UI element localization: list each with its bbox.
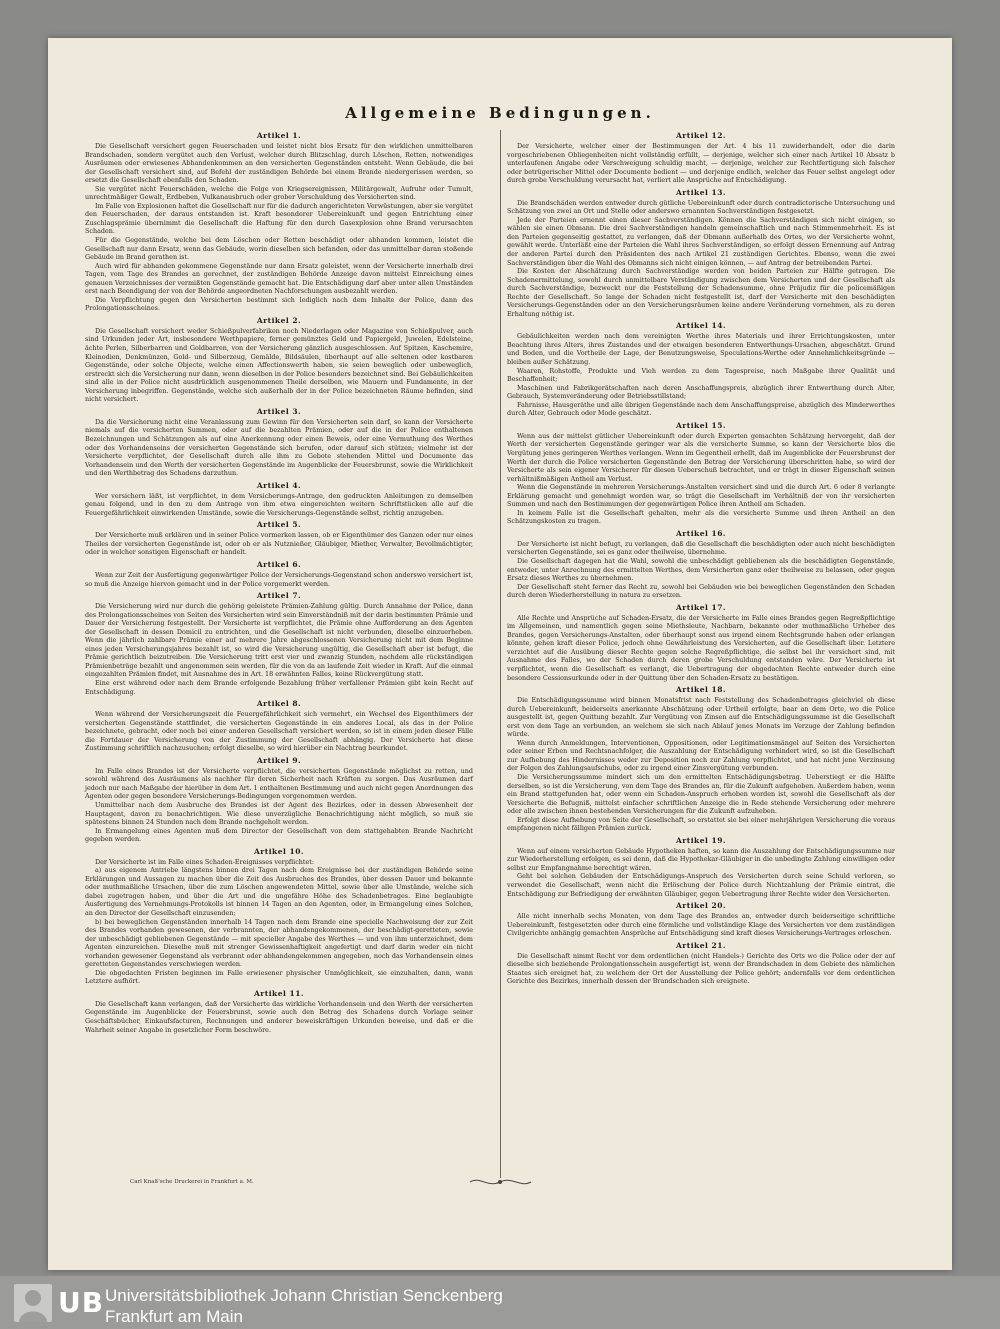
article-paragraph: Gebäulichkeiten werden nach dem vereinigten Werthe ihres Materials und ihrer Errichtungskosten, unter Beachtung ihres Alters, ihres Zustandes und der etwaigen besonderen Entwerthungs-Ursachen, abgeschätzt. Grund und Boden, und die Vortheile der Lage, der Benutzungsweise, Speculations-Werthe oder Annehmlichkeitsgründe — bleiben außer Schätzung. [507,332,895,367]
article-paragraph: Die Kosten der Abschätzung durch Sachverständige werden von beiden Parteien zur Hälfte getragen. Die Schadenermittelung, sowohl durch unmittelbare Verständigung zwischen dem Versicherten und der Gesellschaft als durch Sachverständige, bezweckt nur die Feststellung der Schadensumme, ohne Präjudiz für die policemäßigen Rechte der Gesellschaft. So lange der Schaden nicht festgestellt ist, darf der Versicherte mit den beschädigten Versicherungs-Gegenständen oder an den Versicherungsräumen keine andere Veränderung vornehmen, als zu deren Erhaltung nöthig ist. [507,267,895,318]
institution-name [105,1285,503,1327]
institution-line-1: Universitätsbibliothek Johann Christian Senckenberg [105,1286,503,1305]
article-paragraph: Maschinen und Fabrikgerätschaften nach deren Anschaffungspreis, abzüglich ihrer Entwerthung durch Alter, Gebrauch, Systemveränderung oder Betriebsstillstand; [507,383,895,401]
article-paragraph: Alle Rechte und Ansprüche auf Schaden-Ersatz, die der Versicherte im Falle eines Brandes gegen Regreßpflichtige im Allgemeinen, und namentlich gegen seine Miethsleute, Nachbarn, bekannte oder muthmaßliche Urheber des Brandes, gegen Versicherungs-Anstalten, oder überhaupt sonst aus irgend einem Rechtsgrunde haben oder erlangen könnte, gehen kraft dieser Police, jedoch ohne Gewährleistung des Versicherten, auf die Gesellschaft über. Letztere verzichtet auf die Ausübung dieser Rechte gegen solche Regreßpflichtige, die selbst bei ihr versichert sind, mit Ausnahme des Falles, wo der Schaden durch deren grobe Verschuldung entstanden wäre. Der Versicherte ist verpflichtet, wenn die Gesellschaft es verlangt, die Uebertragung der obgedachten Rechte entweder durch eine besondere Cessionsurkunde oder in der Quittung über den Schaden-Ersatz zu bestätigen. [507,613,895,682]
article-heading: Artikel 21. [675,940,727,950]
article-paragraph: Jede der Parteien ernennt einen dieser Sachverständigen. Können die Sachverständigen sich nicht einigen, so wählen sie einen Obmann. Die drei Sachverständigen handeln gemeinschaftlich und nach Stimmenmehrheit. Es ist den Parteien gegenseitig gestattet, zu verlangen, daß der Obmann außerhalb des Ortes, wo der Versicherte wohnt, gewählt werde. Unterläßt eine der Parteien die Wahl ihres Sachverständigen, so erfolgt dessen Ernennung auf Antrag der anderen Partei durch den Präsidenten des nach Artikel 21 zuständigen Gerichtes. Ebenso, wenn die zwei Sachverständigen über die Wahl des Obmanns sich nicht einigen können, — auf Antrag der betreibenden Partei. [507,215,895,267]
article-paragraph: Die Gesellschaft dagegen hat die Wahl, sowohl die unbeschädigt gebliebenen als die beschädigten Gegenstände, entweder, unter Anrechnung des ermittelten Werthes, dem Versicherten ganz oder theilweise zu belassen, oder gegen Ersatz dieses Werthes zu übernehmen. [507,556,895,583]
article-heading: Artikel 8. [256,699,302,709]
article-paragraph: Der Versicherte ist nicht befugt, zu verlangen, daß die Gesellschaft die beschädigten oder auch nicht beschädigten versicherten Gegenstände, sei es ganz oder theilweise, übernehme. [507,539,895,557]
article-paragraph: Geht bei solchen Gebäuden der Entschädigungs-Anspruch des Versicherten durch seine Schuld verloren, so verwendet die Gesellschaft, wenn nicht die Erlöschung der Police durch Nichtzahlung der Prämie eintrat, die Entschädigung zur Befriedigung der erwähnten Gläubiger, gegen Uebertragung ihrer Rechte wider den Versicherten. [507,872,895,898]
article-paragraph: Die Verpflichtung gegen den Versicherten bestimmt sich lediglich nach dem Inhalte der Police, dann des Prolongationsscheines. [85,295,473,313]
right-column [507,128,895,986]
institution-line-2: Frankfurt am Main [105,1307,243,1326]
document-page [48,38,952,1270]
article-paragraph: Für die Gegenstände, welche bei dem Löschen oder Retten beschädigt oder abhanden kommen, leistet die Gesellschaft nur dann Ersatz, wenn das Gebäude, worin dieselben sich befanden, oder das unmittelbar daran stoßende Gebäude im Brand gerathen ist. [85,236,473,262]
article-heading: Artikel 2. [256,315,302,325]
article-paragraph: Die Gesellschaft kann verlangen, daß der Versicherte das wirkliche Vorhandensein und den Werth der versicherten Gegenstände im Augenblicke der Feuersbrunst, sowie auch den Betrag des Schadens durch Vorlage seiner Geschäftsbücher, Einkaufsfacturen, Rechnungen und anderer beweiskräftigen Urkunden beweise, und daß er die Wahrheit seiner Angabe in gesetzlicher Form beschwöre. [85,999,473,1034]
article-paragraph: Fahrnisse, Hausgeräthe und alle übrigen Gegenstände nach dem Anschaffungspreise, abzüglich des Minderwerthes durch Alter, Gebrauch oder Mode geschätzt. [507,400,895,418]
article-paragraph: a) aus eigenem Antriebe längstens binnen drei Tagen nach dem Ereignisse bei der zuständigen Behörde seine Erklärungen und Aussagen zu machen über die Zeit des Ausbruches des Brandes, über dessen Dauer und bekannte oder muthmaßliche Ursachen, über die zum Löschen angewendeten Mittel, sowie über alle Umstände, welche sich dabei zugetragen haben, und über die Art und die ungefähre Höhe des Schadenbetrages. Eine beglaubigte Ausfertigung des Vernehmungs-Protokolls ist binnen 14 Tagen an den Agenten, oder, in Ermangelung eines Solchen, an den Director der Gesellschaft einzusenden; [85,866,473,918]
article-heading: Artikel 3. [256,406,302,416]
article-heading: Artikel 18. [675,685,727,695]
left-column [85,128,473,1034]
article-heading: Artikel 10. [253,846,305,856]
article-paragraph: Im Falle eines Brandes ist der Versicherte verpflichtet, die versicherten Gegenstände möglichst zu retten, und sowohl während des Ausräumens als nachher für deren Sicherheit nach Kräften zu sorgen. Das Ausräumen darf jedoch nur nach Maßgabe der hierüber in dem Art. 1 enthaltenen Bestimmung und auch nicht gegen Anordnungen des Agenten oder gegen besondere Versicherungs-Bedingungen vorgenommen werden. [85,766,473,801]
article-heading: Artikel 12. [675,131,727,140]
article-paragraph: Eine erst während oder nach dem Brande erfolgende Bezahlung früher verfallener Prämien gibt kein Recht auf Entschädigung. [85,678,473,696]
library-logo [14,1284,105,1322]
article-paragraph: Die Gesellschaft nimmt Recht vor dem ordentlichen (nicht Handels-) Gerichte des Orts wo die Police oder der auf dieselbe sich beziehende Prolongationsschein ausgefertigt ist, wenn der Brandschaden in dem Gebiete des nämlichen Staates sich ereignet hat, zu welchem der Ort der Ausstellung der Police gehört; andernfalls vor dem ordentlichen Gerichte des Bezirkes, innerhalb dessen der Brandschaden sich ereignete. [507,951,895,986]
article-paragraph: b) bei beweglichen Gegenständen innerhalb 14 Tagen nach dem Brande eine specielle Nachweisung der zur Zeit des Brandes vorhanden gewesenen, der verbrannten, der abhandengekommenen, der beschädigt-geretteten, sowie der unbeschädigt gebliebenen Gegenstände — mit specieller Angabe des Werthes — und von ihm unterzeichnet, dem Agenten einzureichen. Dieselbe muß mit strenger Gewissenhaftigkeit angefertigt und darf darin weder ein nicht vorhanden gewesener Gegenstand als verbrannt oder abhandengekommen angegeben, noch das Vorhandensein eines geretteten Gegenstandes verschwiegen werden. [85,917,473,969]
article-paragraph: Im Falle von Explosionen haftet die Gesellschaft nur für die dadurch angerichteten Verwüstungen, aber sie vergütet den Feuerschaden, der daraus entstanden ist. Kraft besonderer Uebereinkunft und gegen Entrichtung einer Zuschlagsprämie übernimmt die Gesellschaft die Haftung für den durch Gasexplosion ohne Brand verursachten Schaden. [85,201,473,236]
article-heading: Artikel 11. [253,988,305,998]
article-heading: Artikel 5. [256,520,302,530]
article-paragraph: Der Versicherte, welcher einer der Bestimmungen der Art. 4 bis 11 zuwiderhandelt, oder die darin vorgeschriebenen Obliegenheiten nicht vollständig erfüllt, — derjenige, welcher sich einer nach Artikel 10 Absatz b unterlaufenen Angabe oder Verschweigung schuldig macht, — derjenige, welcher zur Rechtfertigung sich falscher oder betrügerischer Mittel oder Documente bedient — und derjenige endlich, welcher das Feuer selbst angelegt oder durch grobe Verschuldung verursacht hat, verliert alle Ansprüche auf Entschädigung. [507,142,895,185]
portrait-icon [14,1284,52,1322]
article-heading: Artikel 13. [675,187,727,197]
article-paragraph: In Ermangelung eines Agenten muß dem Director der Gesellschaft von dem stattgehabten Brande Nachricht gegeben werden. [85,826,473,844]
article-heading: Artikel 14. [675,321,727,331]
article-paragraph: Die Gesellschaft versichert gegen Feuerschaden und leistet nicht blos Ersatz für den wirklichen unmittelbaren Brandschaden, sondern vergütet auch den Verlust, welcher durch Blitzschlag, durch Löschen, Retten, notwendiges Ausräumen oder erwiesenes Abhandenkommen an den versicherten Gegenständen entsteht. Wenn Gebäude, die bei der Gesellschaft versichert sind, auf Befehl der zuständigen Behörde bei einem Brande niedergerissen werden, so ersetzt die Gesellschaft ebenfalls den Schaden. [85,142,473,185]
article-paragraph: Erfolgt diese Aufhebung von Seite der Gesellschaft, so erstattet sie bei einer mehrjährigen Versicherung die voraus empfangenen nicht fälligen Prämien zurück. [507,815,895,833]
article-heading: Artikel 4. [256,480,302,490]
article-heading: Artikel 15. [675,420,727,430]
ornament-icon [468,1175,533,1189]
article-heading: Artikel 1. [256,131,302,140]
article-paragraph: Wenn während der Versicherungszeit die Feuergefährlichkeit sich vermehrt, ein Wechsel des Eigenthümers der versicherten Gegenstände stattfindet, die versicherten Gegenstände in ein anderes Local, als das in der Police bezeichnete, gebracht, oder noch bei einer anderen Gesellschaft versichert werden, so ist in einem jeden dieser Fälle die Fortdauer der Versicherung von der Zustimmung der Gesellschaft abhängig. Der Versicherte hat diese Zustimmung schriftlich nachzusuchen; erfolgt dieselbe, so wird hierüber ein Nachtrag beurkundet. [85,710,473,753]
article-heading: Artikel 16. [675,528,727,538]
article-heading: Artikel 19. [675,835,727,845]
column-divider [500,130,501,1178]
article-paragraph: Die Entschädigungssumme wird binnen Monatsfrist nach Feststellung des Schadenbetrages gleichviel ob diese durch Uebereinkunft, beiderseits anerkannte Abschätzung oder Urtheil erfolgte, baar an dem Orte, wo die Police ausgestellt ist, gegen Quittung bezahlt. Zur Vergütung von Zinsen auf die Entschädigungssumme ist die Gesellschaft erst von dem Tage an verbunden, an welchem sie sich nach Ablauf jenes Monats im Verzuge der Zahlung befinden würde. [507,696,895,739]
article-paragraph: Wenn die Gegenstände in mehreren Versicherungs-Anstalten versichert sind und die durch Art. 6 oder 8 verlangte Erklärung gemacht und genehmigt worden war, so trägt die Gesellschaft im Verhältniß der von ihr versicherten Summen und nach den Bestimmungen der gegenwärtigen Police ihren Antheil am Schaden. [507,483,895,509]
printer-note: Carl Knaß'sche Druckerei in Frankfurt a. M. [130,1179,254,1185]
article-paragraph: Die Brandschäden werden entweder durch gütliche Uebereinkunft oder durch contradictorische Untersuchung und Schätzung von zwei an Ort und Stelle oder anderswo ernannten Sachverständigen festgesetzt. [507,198,895,216]
article-heading: Artikel 6. [256,559,302,569]
article-paragraph: Der Versicherte ist im Falle eines Schaden-Ereignisses verpflichtet: [95,857,314,866]
article-heading: Artikel 20. [675,901,727,911]
article-paragraph: Die Versicherungssumme mindert sich um den ermittelten Entschädigungsbetrag. Ueberstiegt er die Hälfte derselben, so ist die Versicherung, von dem Tage des Brandes an, für die Zukunft aufgehoben. Außerdem haben, wenn ein Brand stattgefunden hat, oder wenn ein Schaden-Anspruch erhoben worden ist, sowohl die Gesellschaft als der Versicherte die Befugniß, mittelst einfacher schriftlichen Anzeige die in Rede stehende Versicherung oder mehrere oder alle zwischen ihnen bestehenden Versicherungen für die Zukunft aufzuheben. [507,773,895,816]
article-paragraph: Unmittelbar nach dem Ausbruche des Brandes ist der Agent des Bezirkes, oder in dessen Abwesenheit der Hauptagent, davon zu benachrichtigen. Wie diese unverzügliche Benachrichtigung nicht möglich, so muß sie spätestens binnen 24 Stunden nach dem Brande nachgeholt werden. [85,801,473,827]
article-paragraph: Da die Versicherung nicht eine Veranlassung zum Gewinn für den Versicherten sein darf, so kann der Versicherte niemals auf die versicherten Summen, oder auf die bezahlten Prämien, oder auf die in der Police enthaltenen Bezeichnungen und Schätzungen als auf eine Anerkennung oder einen Beweis, oder eine Vermuthung des Werthes oder des Vorhandenseins der versicherten Gegenstände sich berufen, oder darauf sich stützen; vielmehr ist der Versicherte verpflichtet, der Gesellschaft durch alle ihm zu Gebote stehenden Mittel und Documente das Vorhandensein und den Werth der versicherten Gegenstände im Augenblicke der Feuersbrunst, sowie die Wirklichkeit und den Werthbetrag des Schadens darzuthun. [85,417,473,478]
article-paragraph: Die obgedachten Fristen beginnen im Falle erwiesener physischer Unmöglichkeit, sie einzuhalten, dann, wann Letztere aufhört. [85,968,473,986]
article-heading: Artikel 7. [256,591,302,601]
article-paragraph: Auch wird für abhanden gekommene Gegenstände nur dann Ersatz geleistet, wenn der Versicherte innerhalb drei Tagen, vom Tage des Brandes an gerechnet, der zuständigen Behörde Anzeige davon mittelst Einreichung eines genauen Verzeichnisses der vermißten Gegenstände gemacht hat. Die Entschädigung darf aber unter allen Umständen erst nach Beendigung der von der Behörde angeordneten Nachforschungen ausbezahlt werden. [85,261,473,296]
article-paragraph: Wenn auf einem versicherten Gebäude Hypotheken haften, so kann die Auszahlung der Entschädigungssumme nur zur Wiederherstellung erfolgen, es sei denn, daß die Hypothekar-Gläubiger in die unbedingte Zahlung einwilligen oder selbst zur Empfangnahme berechtigt wären. [507,846,895,872]
article-paragraph: Alle nicht innerhalb sechs Monaten, von dem Tage des Brandes an, entweder durch beiderseitige schriftliche Uebereinkunft, festgesetzten oder durch eine förmliche und vollständige Klage des Versicherten vor dem zuständigen Civilgerichte anhängig gemachten Ansprüche auf Entschädigung sind kraft dieses Versicherungs-Vertrages erloschen. [507,912,895,938]
article-paragraph: Sie vergütet nicht Feuerschäden, welche die Folge von Kriegsereignissen, Militärgewalt, Aufruhr oder Tumult, unrechtmäßiger Gewalt, Erdbeben, Vulkanausbruch oder grober Verschuldung des Versicherten sind. [85,184,473,202]
article-heading: Artikel 17. [675,602,727,612]
article-paragraph: Die Versicherung wird nur durch die gehörig geleistete Prämien-Zahlung gültig. Durch Annahme der Police, dann des Prolongationsscheines von Seiten des Versicherten wird sein Einverständniß mit der darin bestimmten Prämie und Dauer der Versicherung festgestellt. Der Versicherte ist verpflichtet, die Prämie ohne Aufforderung an den Agenten der Gesellschaft in dessen Domicil zu entrichten, und die Gesellschaft ist nicht verbunden, dieselbe einzuerheben. Wenn die jährlich zahlbare Prämie einer auf mehrere Jahre abgeschlossenen Versicherung nicht mit dem Beginne eines jeden Versicherungsjahres bezahlt ist, so wird die Versicherung ungültig, die Gesellschaft aber ist befugt, die Prämie gerichtlich beizutreiben. Die Versicherung tritt erst vier und zwanzig Stunden, nachdem alle rückständigen Prämienbeträge bezahlt und angenommen sein werden, für die von da an laufende Zeit wieder in Kraft. Auf die einmal eingezahlten Prämien findet, mit Ausnahme des in Art. 18 erwähnten Falles, keine Rückvergütung statt. [85,602,473,679]
article-paragraph: Wer versichern läßt, ist verpflichtet, in dem Versicherungs-Antrage, den gedruckten Anleitungen zu demselben genau folgend, und in den zu dem Antrage von ihm etwa eingereichten weitern Schriftstücken alle auf die Feuergefährlichkeit einwirkenden Umstände, sowie die Versicherungs-Gegenstände selbst, richtig anzugeben. [85,491,473,517]
article-paragraph: Wenn zur Zeit der Ausfertigung gegenwärtiger Police der Versicherungs-Gegenstand schon anderswo versichert ist, so muß die Anzeige hiervon gemacht und in der Police vorgemerkt werden. [85,570,473,588]
article-paragraph: Waaren, Rohstoffe, Produkte und Vieh werden zu dem Tagespreise, nach Maßgabe ihrer Qualität und Beschaffenheit; [507,366,895,384]
article-paragraph: In keinem Falle ist die Gesellschaft gehalten, mehr als die versicherte Summe und ihren Antheil an den Schätzungskosten zu tragen. [507,508,895,526]
article-paragraph: Der Versicherte muß erklären und in seiner Police vormerken lassen, ob er Eigenthümer des Ganzen oder nur eines Theiles der versicherten Gegenstände ist, oder ob er als Nutznießer, Gläubiger, Miether, Verwalter, Bevollmächtigter, oder in welcher sonstigen Eigenschaft er handelt. [85,531,473,557]
article-paragraph: Die Gesellschaft versichert weder Schießpulverfabriken noch Niederlagen oder Magazine von Schießpulver, auch sind Urkunden jeder Art, insbesondere Werthpapiere, ferner gemünztes Geld und Papiergeld, Juwelen, Edelsteine, ächte Perlen, Silberbarren und Goldbarren, von der Versicherung gänzlich ausgeschlossen. Auf Spitzen, Kaschemire, Kleinodien, Denkmünzen, Gold- und Silberzeug, Gemälde, Bildsäulen, überhaupt auf alle seltenen oder kostbaren Gegenstände, oder solche Objecte, welche einen Affectionswerth haben, sie seien beweglich oder unbeweglich, erstreckt sich die Versicherung nur dann, wenn dieselben in der Police besonders bezeichnet sind. Bei Gebäulichkeiten sind alle in der Police nicht ausdrücklich ausgenommenen Theile derselben, wie Mauern und Fundamente, in der Versicherung inbegriffen. Gegenstände, welche sich außerhalb der in der Police bezeichneten Räume befinden, sind nicht versichert. [85,326,473,404]
article-paragraph: Wenn durch Anmeldungen, Interventionen, Oppositionen, oder Legitimationsmängel auf Seiten des Versicherten oder seiner Erben und Rechtsnachfolger, die Auszahlung der Entschädigung verhindert wird, so ist die Gesellschaft zur Aufhebung des Hindernisses weder zur Deposition noch zur Zahlung verpflichtet, und hat nicht jene Verzinsung der Folgen des Zahlungsaufschubs, oder zu irgend einer Zinsvergütung verbunden. [507,738,895,773]
article-paragraph: Wenn aus der mittelst gütlicher Uebereinkunft oder durch Experten gemachten Schätzung hervorgeht, daß der Werth der versicherten Gegenstände geringer war als die versicherte Summe, so kann der Versicherte blos die Vergütung jenes geringeren Werthes verlangen. Wenn im Gegentheil erhellt, daß im Augenblicke der Feuersbrunst der Werth der durch die Police versicherten Gegenstände den Betrag der Versicherung überschritten habe, so wird der Versicherte als sein eigener Versicherer für diesen Ueberschuß betrachtet, und er trägt in dieser Eigenschaft seinen verhältnißmäßigen Antheil am Verlust. [507,431,895,483]
article-heading: Artikel 9. [256,755,302,765]
article-paragraph: Der Gesellschaft steht ferner das Recht zu, sowohl bei Gebäuden wie bei beweglichen Gegenständen den Schaden durch deren Wiederherstellung in natura zu ersetzen. [507,582,895,600]
document-title: Allgemeine Bedingungen. [345,104,655,122]
logo-text: UB [58,1286,105,1319]
library-footer [0,1276,1000,1329]
